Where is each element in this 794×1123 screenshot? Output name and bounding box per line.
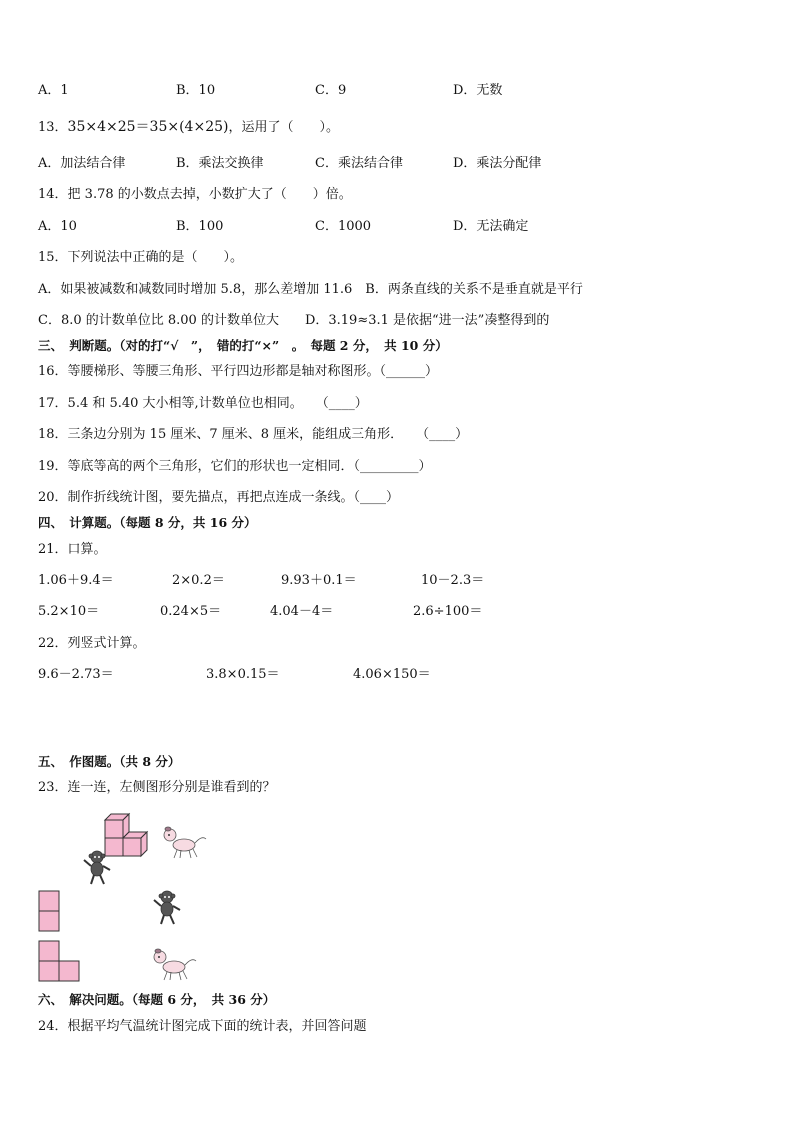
q24-question: 24．根据平均气温统计图完成下面的统计表，并回答问题	[38, 1019, 367, 1034]
q21-item[interactable]: 1.06＋9.4＝	[38, 573, 114, 588]
q12-option-d[interactable]: D．无数	[453, 83, 503, 98]
q13-option-c[interactable]: C．乘法结合律	[315, 156, 403, 171]
q15-options-line-1[interactable]: A．如果被减数和减数同时增加 5.8，那么差增加 11.6 B．两条直线的关系不是垂直就是平行	[38, 282, 583, 297]
q21-item[interactable]: 5.2×10＝	[38, 604, 100, 619]
q13-option-b[interactable]: B．乘法交换律	[176, 156, 264, 171]
section-3-heading: 三、 判断题。（对的打“√ ”， 错的打“×” 。 每题 2 分， 共 10 分）	[38, 338, 448, 353]
q21-item[interactable]: 10－2.3＝	[421, 573, 485, 588]
monkey-icon	[80, 848, 114, 886]
section-6-heading: 六、 解决问题。（每题 6 分， 共 36 分）	[38, 992, 276, 1007]
q13-tail: ，运用了（ ）。	[228, 120, 339, 135]
q12-option-a[interactable]: A．1	[38, 83, 69, 98]
q17-question[interactable]: 17．5.4 和 5.40 大小相等,计数单位也相同。 （____）	[38, 396, 368, 411]
q15-options-line-2[interactable]: C．8.0 的计数单位比 8.00 的计数单位大 D．3.19≈3.1 是依据“进一法”凑整得到的	[38, 313, 550, 328]
q22-item[interactable]: 4.06×150＝	[353, 667, 431, 682]
section-4-heading: 四、 计算题。（每题 8 分，共 16 分）	[38, 515, 257, 530]
q14-option-c[interactable]: C．1000	[315, 219, 372, 234]
view-1-shape[interactable]	[38, 890, 62, 934]
q19-question[interactable]: 19．等底等高的两个三角形，它们的形状也一定相同．（_________）	[38, 459, 432, 474]
q14-option-d[interactable]: D．无法确定	[453, 219, 529, 234]
q21-item[interactable]: 2×0.2＝	[172, 573, 225, 588]
q22-item[interactable]: 3.8×0.15＝	[206, 667, 280, 682]
q12-option-b[interactable]: B．10	[176, 83, 216, 98]
q21-item[interactable]: 9.93＋0.1＝	[281, 573, 357, 588]
q14-option-a[interactable]: A．10	[38, 219, 77, 234]
q14-question: 14．把 3.78 的小数点去掉，小数扩大了（ ）倍。	[38, 187, 352, 202]
q13-question	[38, 118, 339, 137]
q13-formula: 35×4×25＝35×(4×25)	[67, 119, 229, 135]
dog-icon	[160, 823, 208, 861]
q13-option-d[interactable]: D．乘法分配律	[453, 156, 542, 171]
q21-item[interactable]: 2.6÷100＝	[413, 604, 483, 619]
q23-question: 23．连一连，左侧图形分别是谁看到的？	[38, 780, 276, 795]
view-2-shape[interactable]	[38, 940, 84, 984]
dog-icon[interactable]	[150, 945, 200, 983]
q20-question[interactable]: 20．制作折线统计图，要先描点，再把点连成一条线。（____）	[38, 490, 400, 505]
q13-option-a[interactable]: A．加法结合律	[38, 156, 126, 171]
q16-question[interactable]: 16．等腰梯形、等腰三角形、平行四边形都是轴对称图形。（______）	[38, 364, 439, 379]
q22-question: 22．列竖式计算。	[38, 636, 146, 651]
q22-item[interactable]: 9.6－2.73＝	[38, 667, 114, 682]
q14-option-b[interactable]: B．100	[176, 219, 224, 234]
q13-number: 13．	[38, 120, 68, 135]
q21-item[interactable]: 0.24×5＝	[160, 604, 222, 619]
q18-question[interactable]: 18．三条边分别为 15 厘米、7 厘米、8 厘米，能组成三角形． （____）	[38, 427, 469, 442]
q21-item[interactable]: 4.04－4＝	[270, 604, 334, 619]
q21-question: 21．口算。	[38, 542, 107, 557]
q12-option-c[interactable]: C．9	[315, 83, 347, 98]
section-5-heading: 五、 作图题。（共 8 分）	[38, 754, 181, 769]
q15-question: 15．下列说法中正确的是（ ）。	[38, 250, 244, 265]
monkey-icon[interactable]	[150, 888, 184, 926]
